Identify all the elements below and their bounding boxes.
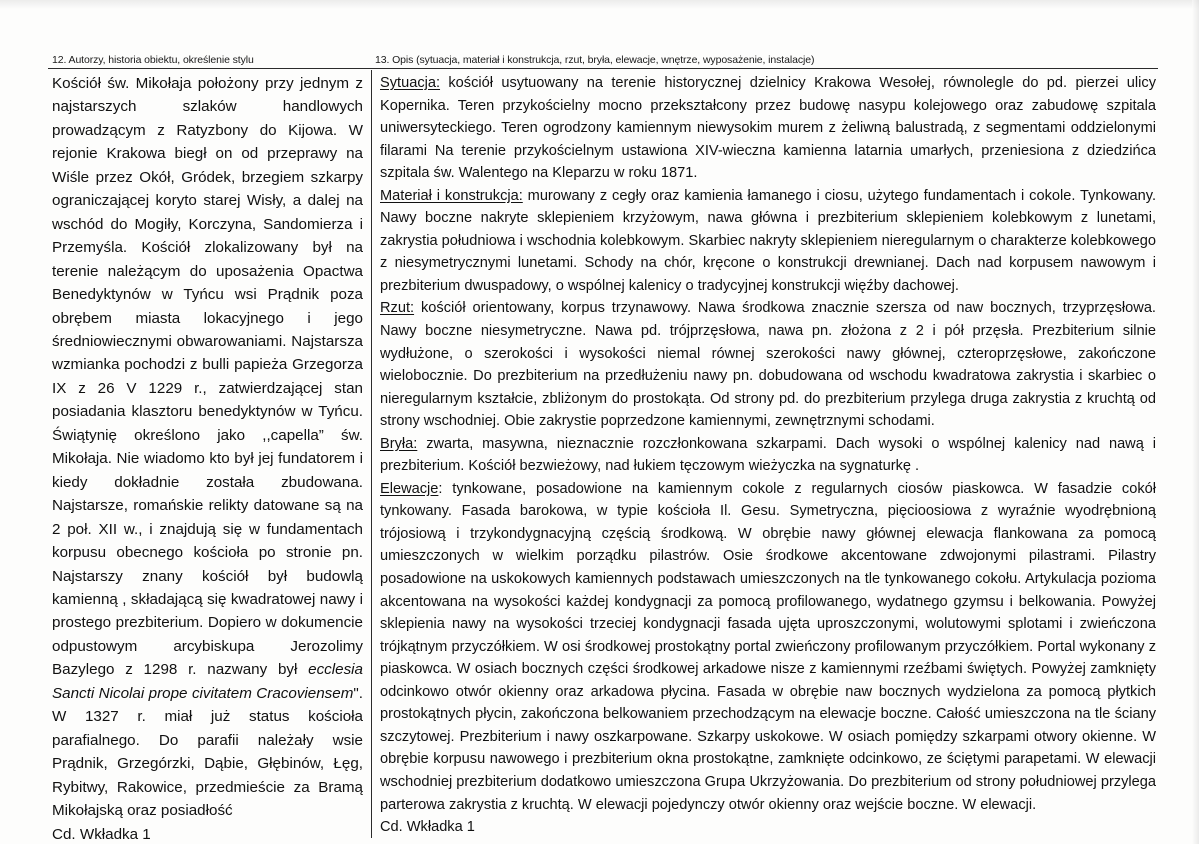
record-card-table [48,48,1158,843]
left-column-paragraph [52,72,363,823]
section-text-rzut: kościół orientowany, korpus trzynawowy. Nawa środkowa znacznie szersza od naw bocznych, trzyprzęsłowa. Nawy boczne niesymetryczne. Nawa pd. trójprzęsłowa, nawa pn. złożona z 2 i pół przęsła. Prezbiterium silnie wydłużone, o szerokości i wysokości niemal równej szerokości nawy głównej, czteroprzęsłowe, zakończone wielobocznie. Do prezbiterium na przedłużeniu nawy pn. dobudowana od wschodu kwadratowa zakrystia i skarbiec o nieregularnym kształcie, zbliżonym do prostokąta. Od strony pd. do prezbiterium przylega druga zakrystia z kruchtą od strony wschodniej. Obie zakrystie poprzedzone kamiennymi, zewnętrznymi schodami. [380,300,1156,430]
section-label-sytuacja: Sytuacja: [380,75,441,91]
section-text-elewacje: : tynkowane, posadowione na kamiennym cokole z regularnych ciosów piaskowca. W fasadzie cokół tynkowany. Fasada barokowa, w typie kościoła Il. Gesu. Symetryczna, pięcioosiowa z wyraźnie wyodrębnioną trójosiową i trzykondygnacyjną częścią środkową. W obrębie nawy głównej elewacja flankowana za pomocą umieszczonych w wielkim porządku pilastrów. Osie środkowe akcentowane zdwojonymi pilastrami. Pilastry posadowione na uskokowych kamiennych podstawach umieszczonych na tle tynkowanego cokołu. Artykulacja pozioma akcentowana na wysokości każdej kondygnacji za pomocą profilowanego, wydatnego gzymsu i belkowania. Powyżej sklepienia nawy na wysokości trzeciej kondygnacji fasada ujęta uproszczonymi, wolutowymi splotami i zwieńczona trójkątnym przyczółkiem. W osi środkowej prostokątny portal zwieńczony profilowanym przyczółkiem. Portal wykonany z piaskowca. W osiach bocznych części środkowej arkadowe nisze z kamiennymi rzeźbami świętych. Powyżej zamknięty odcinkowo otwór okienny oraz arkadowa płycina. Fasada w obrębie naw bocznych wydzielona za pomocą płytkich prostokątnych płycin, zakończona belkowaniem przechodzącym na elewacje boczne. Całość umieszczona na tle ściany szczytowej. Prezbiterium i nawy oszkarpowane. Szkarpy uskokowe. W osiach pomiędzy szkarpami otwory okienne. W obrębie korpusu nawowego i prezbiterium okna prostokątne, zamknięte odcinkowo, ze ściętymi parapetami. W elewacji wschodniej prezbiterium dodatkowo umieszczona Grupa Ukrzyżowania. Do prezbiterium od strony południowej przylega parterowa zakrystia z kruchtą. W elewacji pojedynczy otwór okienny oraz wejście boczne. W elewacji. [380,480,1156,813]
section-rzut [380,297,1156,432]
section-label-material-i-konstrukcja: Materiał i konstrukcja: [380,187,523,204]
right-continuation-note: Cd. Wkładka 1 [380,819,475,836]
field-12-header-cell [48,54,371,68]
left-body-text-part-2: ". W 1327 r. miał już status kościoła parafialnego. Do parafii należały wsie Prądnik, Grzegórzki, Dąbie, Głębinów, Łęg, Rybitwy, Rakowice, przedmieście za Bramą Mikołajską oraz posiadłość [52,684,363,820]
field-12-content [48,70,371,846]
field-13-header-cell [371,54,1158,68]
column-divider-rule [371,70,372,838]
field-header-row [48,48,1158,68]
section-label-rzut: Rzut: [380,300,415,317]
section-text-sytuacja: kościół usytuowany na terenie historycznej dzielnicy Krakowa Wesołej, równolegle do pd. pierzei ulicy Kopernika. Teren przykościelny mocno przekształcony przez budowę nasypu kolejowego oraz zabudowę szpitala uniwersyteckiego. Teren ogrodzony kamiennym niewysokim murem z żeliwną balustradą, z segmentami oddzielonymi filarami Na terenie przykościelnym ustawiona XIV-wieczna kamienna latarnia umarłych, przeniesiona z dziedzińca szpitala św. Walentego na Kleparzu w roku 1871. [380,75,1156,182]
left-continuation-note: Cd. Wkładka 1 [52,825,151,843]
section-elewacje [380,478,1156,816]
field-13-content [371,70,1158,846]
section-text-bryla: zwarta, masywna, nieznacznie rozczłonkowana szkarpami. Dach wysoki o wspólnej kalenicy nad nawą i prezbiterium. Kościół bezwieżowy, nad łukiem tęczowym wieżyczka na sygnaturkę . [380,435,1156,475]
section-material-i-konstrukcja [380,185,1156,298]
section-bryla [380,433,1156,478]
header-horizontal-rule [48,68,1158,69]
field-13-caption: 13. Opis (sytuacja, materiał i konstrukcja, rzut, bryła, elewacje, wnętrze, wyposażenie, instalacje) [375,54,815,66]
section-label-bryla: Bryła: [380,435,418,452]
scan-edge-shading-top [0,0,1199,9]
latin-church-name: ecclesia Sancti Nicolai prope civitatem Cracoviensem [52,661,363,702]
left-body-text-part-1: Kościół św. Mikołaja położony przy jednym z najstarszych szlaków handlowych prowadzącym z Ratyzbony do Kijowa. W rejonie Krakowa biegł on od przeprawy na Wiśle przez Okół, Gródek, brzegiem szkarpy ograniczającej koryto starej Wisły, a dalej na wschód do Mogiły, Korczyna, Sandomierza i Przemyśla. Kościół zlokalizowany był na terenie należącym do uposażenia Opactwa Benedyktynów w Tyńcu wsi Prądnik poza obrębem miasta lokacyjnego i jego średniowiecznymi obwarowaniami. Najstarsza wzmianka pochodzi z bulli papieża Grzegorza IX z 26 V 1229 r., zatwierdzającej stan posiadania klasztoru benedyktynów w Tyńcu. Świątynię określono jako ,,capella” św. Mikołaja. Nie wiadomo kto był jej fundatorem i kiedy dokładnie została zbudowana. Najstarsze, romańskie relikty datowane są na 2 poł. XII w., i znajdują się w fundamentach korpusu obecnego kościoła po stronie pn. Najstarszy znany kościół był budowlą kamienną , składającą się kwadratowej nawy i prostego prezbiterium. Dopiero w dokumencie odpustowym arcybiskupa Jerozolimy Bazylego z 1298 r. nazwany był [52,75,363,679]
section-sytuacja [380,72,1156,185]
section-label-elewacje: Elewacje [380,480,439,497]
section-text-material-i-konstrukcja: murowany z cegły oraz kamienia łamanego i ciosu, użytego fundamentach i cokole. Tynkowany. Nawy boczne nakryte sklepieniem krzyżowym, nawa główna i prezbiterium sklepieniem kolebkowym z lunetami, zakrystia południowa i wschodnia kolebkowym. Skarbiec nakryty sklepieniem nieregularnym o charakterze kolebkowego z niesymetrycznymi lunetami. Schody na chór, kręcone o konstrukcji drewnianej. Dach nad korpusem nawowym i prezbiterium dwuspadowy, o wspólnej kalenicy o tradycyjnej konstrukcji więźby dachowej. [380,187,1156,294]
field-12-caption: 12. Autorzy, historia obiektu, określenie stylu [52,54,254,66]
scan-edge-shading-right [1192,0,1199,844]
body-columns [48,70,1158,846]
